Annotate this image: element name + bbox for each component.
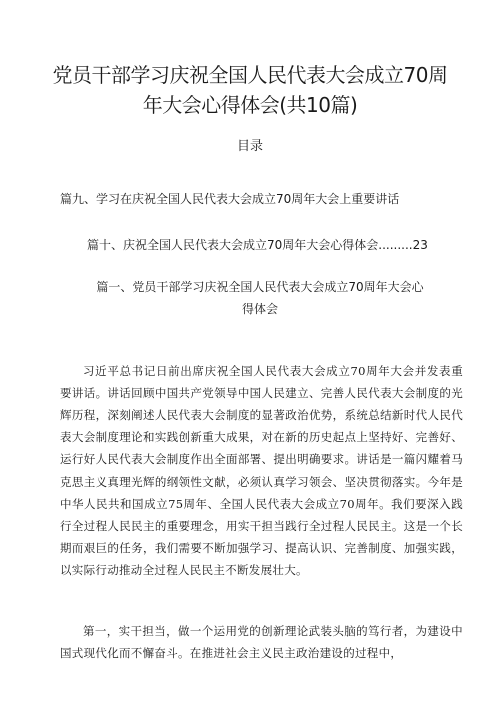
body-paragraph-2: 第一，实干担当，做一个运用党的创新理论武装头脑的笃行者，为建设中国式现代化而不懈奋斗。在推进社会主义民主政治建设的过程中， xyxy=(60,623,463,660)
body-paragraph-1: 习近平总书记日前出席庆祝全国人民代表大会成立70周年大会并发表重要讲话。讲话回顾中国共产党领导中国人民建立、完善人民代表大会制度的光辉历程，深刻阐述人民代表大会制度的显著政治优势，系统总结新时代人民代表大会制度理论和实践创新重大成果，对在新的历史起点上坚持好、完善好、运行好人民代表大会制度作出全面部署、提出明确要求。讲话是一篇闪耀着马克思主义真理光辉的纲领性文献，必须认真学习领会、坚决贯彻落实。今年是中华人民共和国成立75周年、全国人民代表大会成立70周年。我们要深入践行全过程人民民主的重要理念，用实干担当践行全过程人民民主。这是一个长期而艰巨的任务，我们需要不断加强学习、提高认识、完善制度、加强实践，以实际行动推动全过程人民民主不断发展壮大。 xyxy=(60,363,463,578)
document-title xyxy=(40,60,460,120)
section-heading-line-1: 篇一、党员干部学习庆祝全国人民代表大会成立70周年大会心 xyxy=(96,280,424,294)
toc-heading: 目录 xyxy=(236,139,263,154)
document-title-line-1: 党员干部学习庆祝全国人民代表大会成立70周 xyxy=(52,63,448,87)
toc-entry-10[interactable]: 篇十、庆祝全国人民代表大会成立70周年大会心得体会.........23 xyxy=(87,238,428,252)
section-heading-line-2: 得体会 xyxy=(241,302,278,316)
document-title-line-2: 年大会心得体会(共10篇) xyxy=(142,93,358,117)
section-heading xyxy=(60,276,460,320)
toc-entry-9[interactable]: 篇九、学习在庆祝全国人民代表大会成立70周年大会上重要讲话 xyxy=(60,192,400,206)
